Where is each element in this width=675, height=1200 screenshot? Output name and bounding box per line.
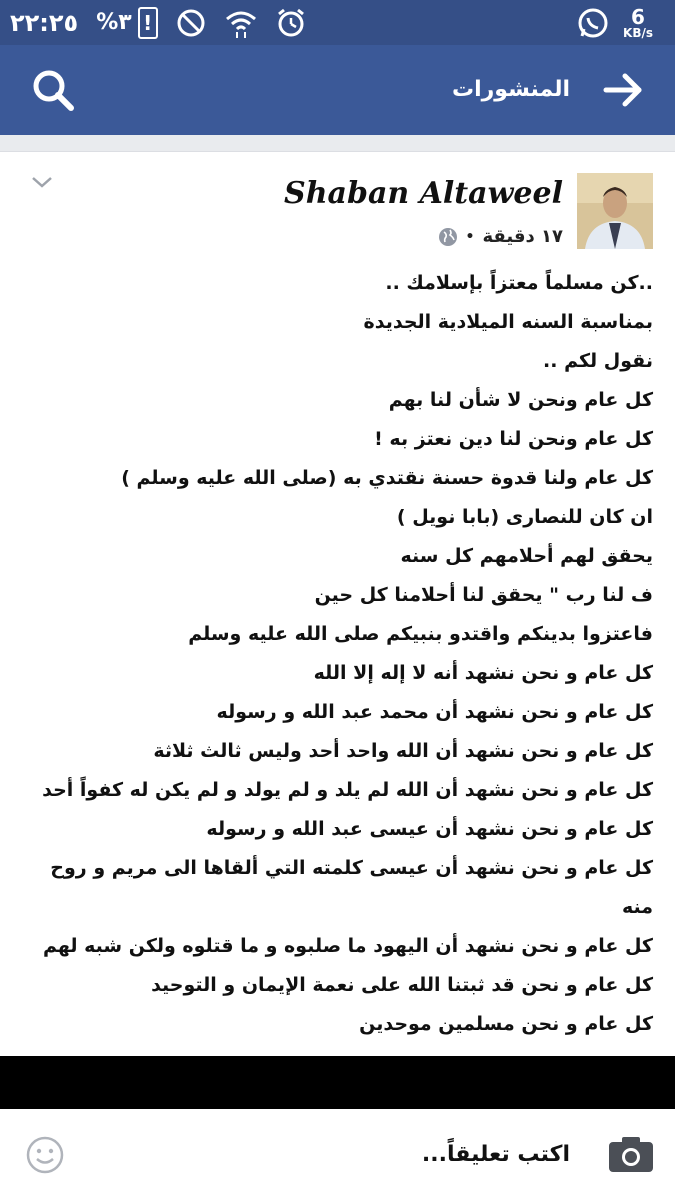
page-title: المنشورات (451, 77, 570, 102)
wifi-icon (224, 7, 258, 39)
app-bar (0, 45, 675, 135)
whatsapp-icon (577, 7, 609, 39)
post-line: كل عام و نحن نشهد أن الله لم يلد و لم يولد و لم يكن له كفواً أحد (42, 779, 653, 801)
battery-icon: ! (138, 7, 158, 39)
post-line: كل عام و نحن نشهد أن عيسى كلمته التي ألقاها الى مريم و روح منه (50, 857, 653, 918)
post-line: يحقق لهم أحلامهم كل سنه (400, 545, 653, 567)
avatar[interactable] (577, 173, 653, 249)
post-line: كل عام ونحن لا شأن لنا بهم (388, 389, 653, 411)
post-line: كل عام و نحن نشهد أن اليهود ما صلبوه و ما قتلوه ولكن شبه لهم (42, 935, 653, 957)
post-line: كل عام و نحن نشهد أن الله واحد أحد وليس ثالث ثلاثة (153, 740, 653, 762)
post-line: ..كن مسلماً معتزاً بإسلامك .. (385, 272, 653, 294)
arrow-back-icon[interactable] (603, 72, 643, 108)
camera-icon[interactable] (607, 1134, 655, 1174)
status-bar (0, 0, 675, 45)
meta-separator: • (465, 228, 475, 245)
post-line: كل عام و نحن نشهد أنه لا إله إلا الله (313, 662, 653, 684)
status-time: ٢٢:٢٥ (10, 8, 79, 37)
chevron-down-icon[interactable] (30, 174, 54, 190)
battery-indicator (96, 7, 157, 39)
post-line: كل عام و نحن مسلمين موحدين (359, 1013, 653, 1035)
post-line: كل عام و نحن نشهد أن عيسى عبد الله و رسوله (206, 818, 653, 840)
search-icon[interactable] (30, 67, 76, 113)
post-line: ان كان للنصارى (بابا نويل ) (396, 506, 653, 528)
post-line: كل عام و نحن نشهد أن محمد عبد الله و رسوله (216, 701, 653, 723)
post-line: كل عام ونحن لنا دين نعتز به ! (374, 428, 653, 450)
battery-percent: %٣ (96, 10, 132, 35)
media-strip (0, 1056, 675, 1109)
post-meta (438, 226, 563, 247)
post-line: نقول لكم .. (543, 350, 653, 372)
post-author[interactable]: Shaban Altaweel (284, 176, 563, 211)
dnd-icon (176, 8, 206, 38)
comment-bar (0, 1109, 675, 1200)
comment-input[interactable]: اكتب تعليقاً... (421, 1142, 570, 1167)
smiley-icon[interactable] (26, 1136, 64, 1174)
network-speed (623, 4, 653, 40)
post-time[interactable]: ١٧ دقيقة (482, 226, 563, 247)
post-text (28, 264, 653, 1044)
alarm-icon (276, 8, 306, 38)
post-card (0, 151, 675, 1057)
post-line: بمناسبة السنه الميلادية الجديدة (363, 311, 653, 333)
post-line: كل عام و نحن قد ثبتنا الله على نعمة الإيمان و التوحيد (151, 974, 653, 996)
network-speed-value: 6 (631, 4, 645, 29)
globe-icon (438, 227, 458, 247)
post-line: ف لنا رب " يحقق لنا أحلامنا كل حين (314, 584, 653, 606)
network-speed-unit: KB/s (623, 25, 653, 40)
post-line: فاعتزوا بدينكم واقتدو بنبيكم صلى الله عليه وسلم (188, 623, 653, 645)
post-line: كل عام ولنا قدوة حسنة نقتدي به (صلى الله عليه وسلم ) (121, 467, 653, 489)
